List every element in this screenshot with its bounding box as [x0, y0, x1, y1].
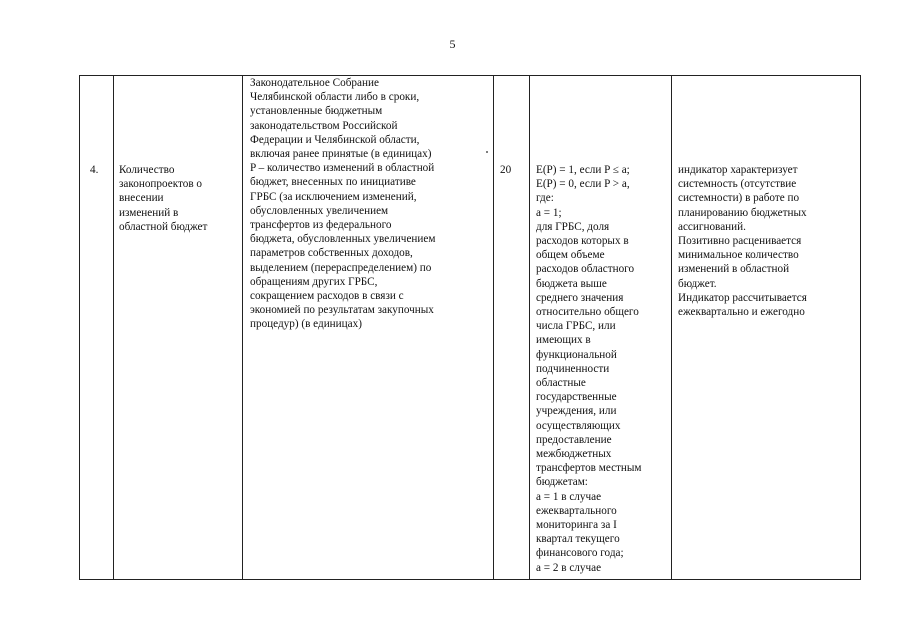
indicator-name: Количество законопроектов о внесении изменений в областной бюджет — [119, 164, 208, 233]
description-cell — [243, 76, 494, 580]
indicator-weight: 20 — [500, 164, 512, 176]
indicator-table — [79, 75, 861, 580]
indicator-name-cell — [114, 76, 243, 580]
indicator-formula: E(P) = 1, если P ≤ a; E(P) = 0, если P > a, где: a = 1; для ГРБС, доля расходов которых в общем объеме расходов областного бюджета выше среднего значения относительно общего числа ГРБС, или имеющих в функциональной подчиненности областные государственные учреждения, или осуществляющих предоставление межбюджетных трансфертов местным бюджетам: a = 1 в случае ежеквартального мониторинга за I квартал текущего финансового года; a = 2 в случае — [536, 164, 642, 574]
indicator-note: индикатор характеризует системность (отсутствие системности) в работе по планированию бюджетных ассигнований. Позитивно расценивается минимальное количество изменений в областной бюджет. Индикатор рассчитывается ежеквартально и ежегодно — [678, 164, 807, 319]
stray-dot — [486, 151, 488, 153]
row-number: 4. — [90, 164, 99, 176]
indicator-description: Законодательное Собрание Челябинской области либо в сроки, установленные бюджетным законодательством Российской Федерации и Челябинской области, включая ранее принятые (в единицах) P – количество изменений в областной бюджет, внесенных по инициативе ГРБС (за исключением изменений, обусловленных увеличением трансфертов из федерального бюджета, обусловленных увеличением параметров собственных доходов, выделением (перераспределением) по обращениям других ГРБС, сокращением расходов в связи с экономией по результатам закупочных процедур) (в единицах) — [250, 77, 436, 331]
formula-cell — [530, 76, 672, 580]
row-number-cell — [80, 76, 114, 580]
weight-cell — [494, 76, 530, 580]
note-cell — [672, 76, 861, 580]
table-row — [80, 76, 861, 580]
page-number: 5 — [449, 37, 456, 51]
